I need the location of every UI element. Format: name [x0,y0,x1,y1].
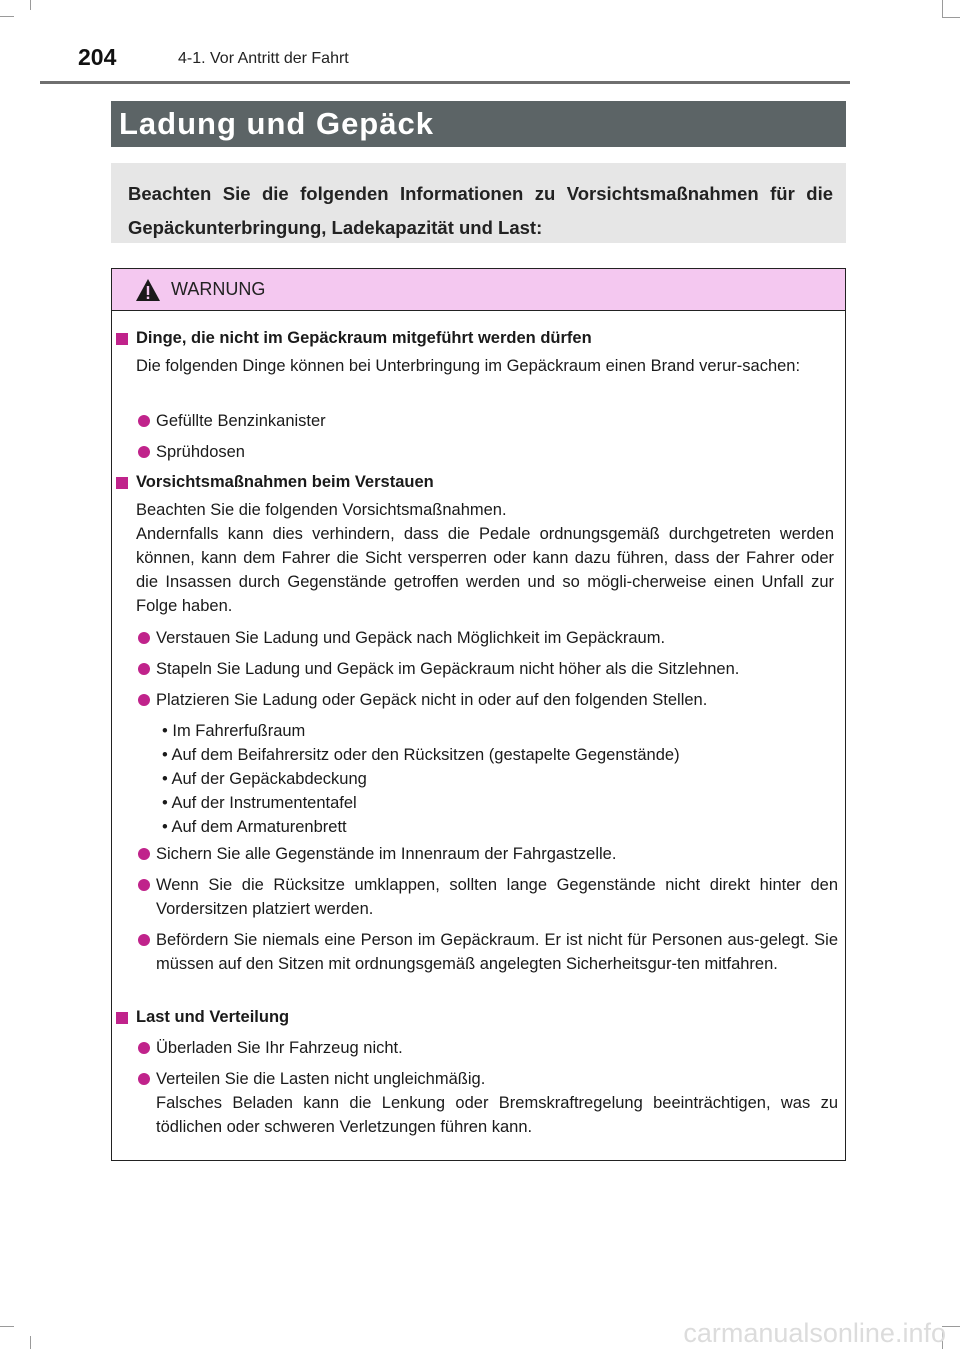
sub-bullet: • Auf dem Beifahrersitz oder den Rücksitzen (gestapelte Gegenstände) [162,746,680,764]
crop-mark [30,0,31,10]
page-number: 204 [78,44,117,70]
bullet-dot [138,1042,150,1054]
bullet-text: Platzieren Sie Ladung oder Gepäck nicht in oder auf den folgenden Stellen. [156,691,708,709]
subheading: Vorsichtsmaßnahmen beim Verstauen [136,473,434,491]
section-title: 4-1. Vor Antritt der Fahrt [178,50,349,67]
crop-mark [30,1336,31,1349]
crop-mark [942,0,943,18]
page-header [70,44,850,84]
paragraph: Beachten Sie die folgenden Vorsichtsmaßnahmen. [136,501,507,519]
sub-bullet: • Auf der Instrumententafel [162,794,357,812]
page-title: Ladung und Gepäck [119,106,434,141]
paragraph: Andernfalls kann dies verhindern, dass die Pedale ordnungsgemäß durchgetreten werden können, kann dem Fahrer die Sicht versperren oder kann dazu führen, dass der Fahrer oder die Insassen durch Gegenstände getroffen werden und so mögli-cherweise einen Unfall zur Folge haben. [136,525,834,615]
subheading: Last und Verteilung [136,1008,290,1026]
warning-header [112,269,845,311]
bullet-dot [138,415,150,427]
bullet-text: Falsches Beladen kann die Lenkung oder Bremskraftregelung beeinträchtigen, was zu tödlichen oder schweren Verletzungen führen kann. [156,1094,838,1136]
crop-mark [0,16,14,17]
bullet-dot [138,1073,150,1085]
bullet-text: Sichern Sie alle Gegenstände im Innenraum der Fahrgastzelle. [156,845,617,863]
section-marker [116,1012,128,1024]
bullet-text: Verteilen Sie die Lasten nicht ungleichmäßig. [156,1070,486,1088]
warning-triangle-icon [135,278,161,302]
title-bar [111,101,846,147]
sub-bullet: • Auf dem Armaturenbrett [162,818,347,836]
section-marker [116,477,128,489]
bullet-text: Verstauen Sie Ladung und Gepäck nach Möglichkeit im Gepäckraum. [156,629,666,647]
warning-box [111,268,846,1161]
watermark: carmanualsonline.info [683,1318,946,1348]
subheading: Dinge, die nicht im Gepäckraum mitgeführt werden dürfen [136,329,592,347]
bullet-dot [138,848,150,860]
bullet-dot [138,879,150,891]
bullet-text: Gefüllte Benzinkanister [156,412,326,430]
bullet-dot [138,934,150,946]
sub-bullet: • Im Fahrerfußraum [162,722,306,740]
bullet-text: Wenn Sie die Rücksitze umklappen, sollten lange Gegenstände nicht direkt hinter den Vordersitzen platziert werden. [156,876,838,918]
crop-mark [942,17,960,18]
bullet-dot [138,694,150,706]
bullet-dot [138,632,150,644]
header-rule [40,81,850,84]
bullet-text: Stapeln Sie Ladung und Gepäck im Gepäckraum nicht höher als die Sitzlehnen. [156,660,740,678]
bullet-dot [138,663,150,675]
crop-mark [0,1326,14,1327]
sub-bullet: • Auf der Gepäckabdeckung [162,770,367,788]
intro-text: Beachten Sie die folgenden Informationen zu Vorsichtsmaßnahmen für die Gepäckunterbringung, Ladekapazität und Last: [128,183,833,238]
paragraph: Die folgenden Dinge können bei Unterbringung im Gepäckraum einen Brand verur-sachen: [136,357,801,375]
bullet-dot [138,446,150,458]
bullet-text: Befördern Sie niemals eine Person im Gepäckraum. Er ist nicht für Personen aus-gelegt. Sie müssen auf den Sitzen mit ordnungsgemäß angelegten Sicherheitsgur-ten mitfahren. [156,931,838,973]
warning-label: WARNUNG [171,279,266,299]
intro-box [111,163,846,243]
bullet-text: Sprühdosen [156,443,245,461]
section-marker [116,333,128,345]
bullet-text: Überladen Sie Ihr Fahrzeug nicht. [156,1039,403,1057]
